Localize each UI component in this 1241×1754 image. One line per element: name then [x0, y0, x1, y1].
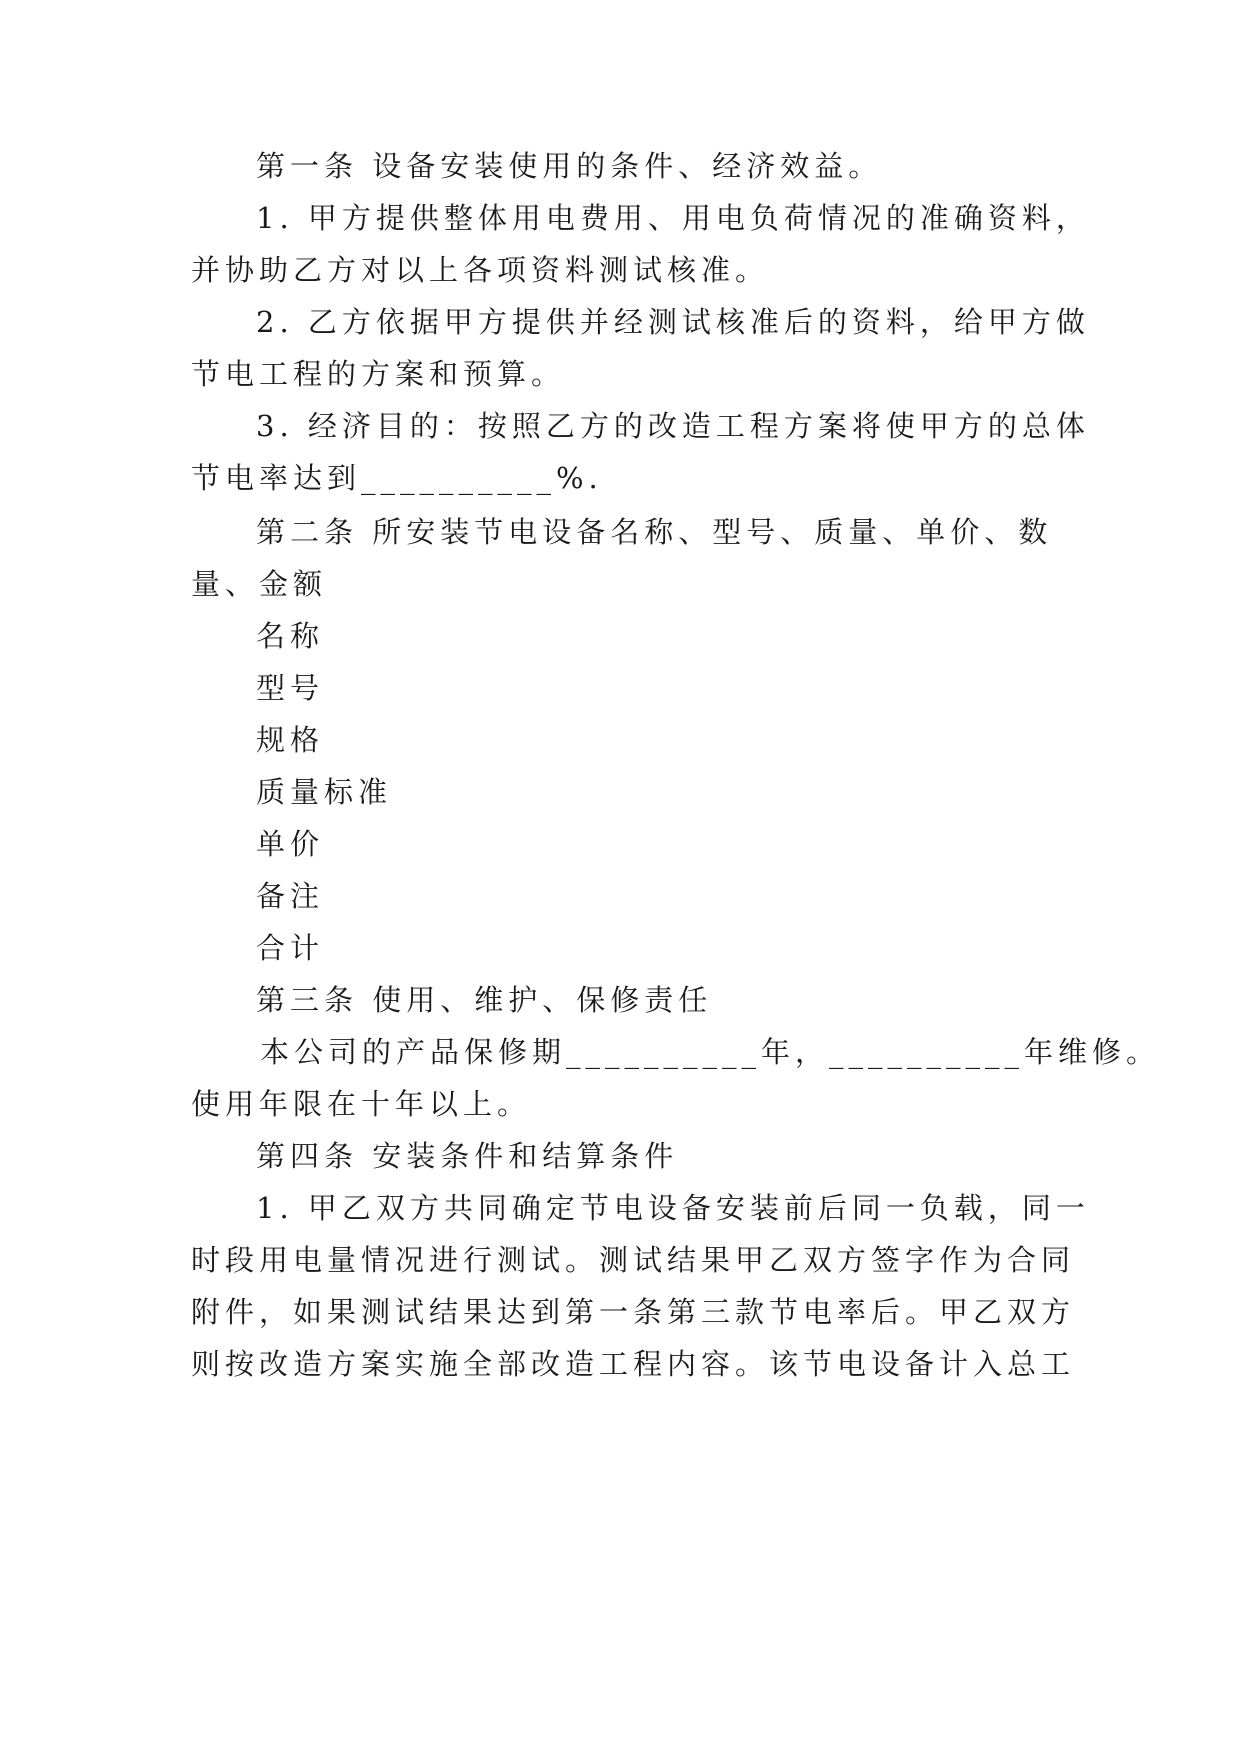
article-3-warranty-line-1: 本公司的产品保修期__________年，__________年维修。 [260, 1035, 1161, 1069]
article-3-heading: 第三条 使用、维护、保修责任 [256, 983, 713, 1017]
article-2-heading-line-2: 量、金额 [191, 567, 328, 601]
field-quality-standard: 质量标准 [256, 775, 393, 809]
article-4-item-1-line-1: 1. 甲乙双方共同确定节电设备安装前后同一负载，同一 [256, 1191, 1090, 1225]
article-1-item-1-line-2: 并协助乙方对以上各项资料测试核准。 [191, 253, 770, 287]
field-model: 型号 [256, 671, 325, 705]
article-2-heading-line-1: 第二条 所安装节电设备名称、型号、质量、单价、数 [256, 515, 1053, 549]
article-1-item-1-line-1: 1. 甲方提供整体用电费用、用电负荷情况的准确资料， [256, 201, 1090, 235]
article-4-item-1-line-4: 则按改造方案实施全部改造工程内容。该节电设备计入总工 [191, 1347, 1076, 1381]
field-spec: 规格 [256, 723, 325, 757]
article-1-item-3-line-1: 3. 经济目的：按照乙方的改造工程方案将使甲方的总体 [256, 409, 1090, 443]
field-unit-price: 单价 [256, 827, 325, 861]
article-1-item-2-line-1: 2. 乙方依据甲方提供并经测试核准后的资料，给甲方做 [256, 305, 1090, 339]
article-1-item-2-line-2: 节电工程的方案和预算。 [191, 357, 566, 391]
article-4-item-1-line-3: 附件，如果测试结果达到第一条第三款节电率后。甲乙双方 [191, 1295, 1076, 1329]
field-remarks: 备注 [256, 879, 325, 913]
field-total: 合计 [256, 931, 325, 965]
field-name: 名称 [256, 619, 325, 653]
article-1-heading: 第一条 设备安装使用的条件、经济效益。 [256, 149, 883, 183]
article-3-warranty-line-2: 使用年限在十年以上。 [191, 1087, 532, 1121]
article-4-heading: 第四条 安装条件和结算条件 [256, 1139, 679, 1173]
article-1-item-3-line-2: 节电率达到__________%. [191, 461, 603, 495]
article-4-item-1-line-2: 时段用电量情况进行测试。测试结果甲乙双方签字作为合同 [191, 1243, 1076, 1277]
